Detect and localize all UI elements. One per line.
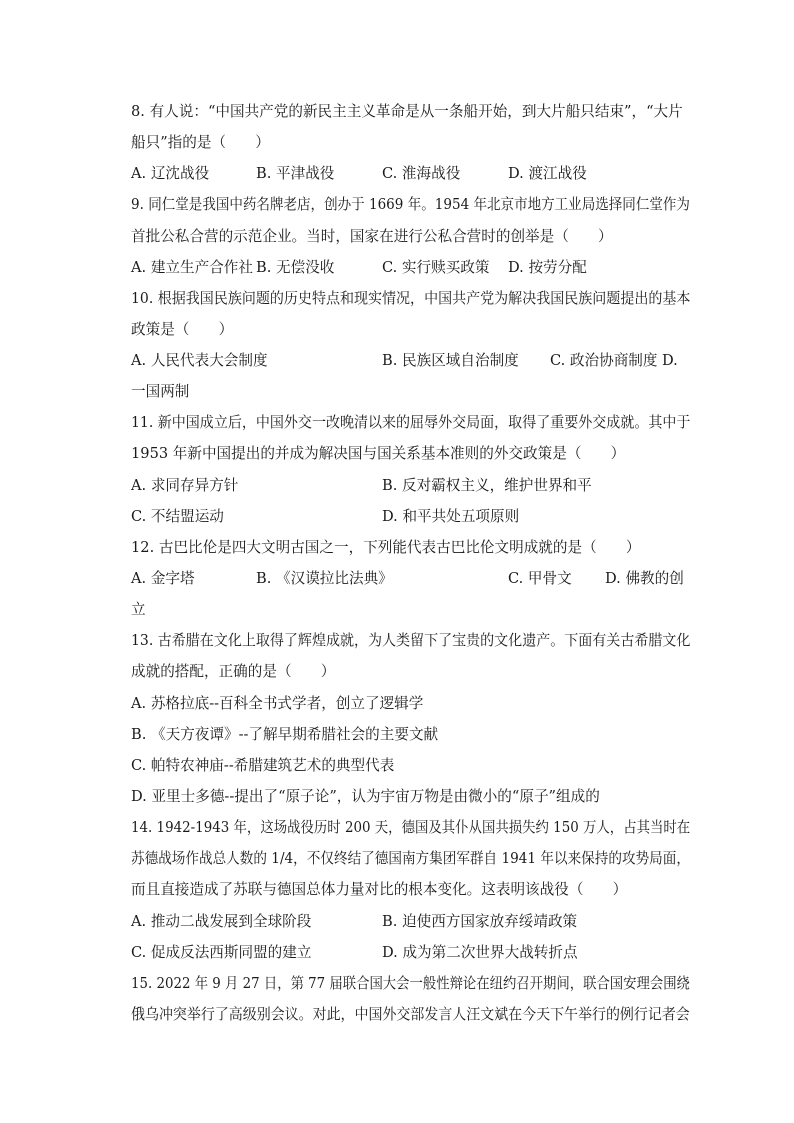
question-13-option-d: D. 亚里士多德--提出了“原子论”，认为宇宙万物是由微小的“原子”组成的 — [131, 788, 600, 805]
question-8-option-d: D. 渡江战役 — [508, 165, 587, 182]
question-9-line-1: 9. 同仁堂是我国中药名牌老店，创办于 1669 年。1954 年北京市地方工业局选择同仁堂作为 — [131, 196, 690, 213]
question-13-line-2: 成就的搭配，正确的是（ ） — [131, 663, 336, 680]
question-14-option-b: B. 迫使西方国家放弃绥靖政策 — [382, 913, 578, 930]
question-14-option-d: D. 成为第二次世界大战转折点 — [382, 944, 578, 961]
question-9-option-c: C. 实行赎买政策 — [382, 259, 490, 276]
question-8-option-c: C. 淮海战役 — [382, 165, 461, 182]
question-15-line-1: 15. 2022 年 9 月 27 日，第 77 届联合国大会一般性辩论在纽约召开期间，联合国安理会围绕 — [131, 975, 690, 992]
question-14-option-a: A. 推动二战发展到全球阶段 — [131, 913, 312, 930]
question-15-line-2: 俄乌冲突举行了高级别会议。对此，中国外交部发言人汪文斌在今天下午举行的例行记者会 — [131, 1006, 690, 1023]
question-12-option-c: C. 甲骨文 — [508, 570, 572, 587]
question-8-option-b: B. 平津战役 — [256, 165, 335, 182]
question-11-option-a: A. 求同存异方针 — [131, 477, 239, 494]
question-8-line-1: 8. 有人说：“中国共产党的新民主主义革命是从一条船开始，到大片船只结束”，“大片 — [131, 103, 683, 120]
question-10-line-2: 政策是（ ） — [131, 321, 234, 338]
question-10-option-b: B. 民族区域自治制度 — [382, 352, 519, 369]
question-13-line-1: 13. 古希腊在文化上取得了辉煌成就，为人类留下了宝贵的文化遗产。下面有关古希腊文化 — [131, 632, 691, 649]
question-13-option-a: A. 苏格拉底--百科全书式学者，创立了逻辑学 — [131, 695, 424, 712]
question-10-option-d-label: D. — [662, 352, 678, 369]
question-11-option-b: B. 反对霸权主义，维护世界和平 — [382, 477, 592, 494]
question-14-option-c: C. 促成反法西斯同盟的建立 — [131, 944, 312, 961]
question-10-option-d-text: 一国两制 — [131, 383, 190, 400]
question-14-line-2: 苏德战场作战总人数的 1/4，不仅终结了德国南方集团军群自 1941 年以来保持的攻势局面， — [131, 850, 690, 867]
question-10-option-a: A. 人民代表大会制度 — [131, 352, 268, 369]
question-9-line-2: 首批公私合营的示范企业。当时，国家在进行公私合营时的创举是（ ） — [131, 228, 613, 245]
question-12-option-d-cont: 立 — [131, 601, 146, 618]
question-11-option-d: D. 和平共处五项原则 — [382, 508, 520, 525]
question-12-option-b: B. 《汉谟拉比法典》 — [256, 570, 393, 587]
question-11-option-c: C. 不结盟运动 — [131, 508, 224, 525]
question-8-option-a: A. 辽沈战役 — [131, 165, 210, 182]
question-13-option-c: C. 帕特农神庙--希腊建筑艺术的典型代表 — [131, 757, 395, 774]
question-8-line-2: 船只”指的是（ ） — [131, 134, 270, 151]
question-9-option-b: B. 无偿没收 — [256, 259, 335, 276]
question-9-option-d: D. 按劳分配 — [508, 259, 587, 276]
question-12-option-a: A. 金字塔 — [131, 570, 195, 587]
question-10-line-1: 10. 根据我国民族问题的历史特点和现实情况，中国共产党为解决我国民族问题提出的基本 — [131, 290, 691, 307]
question-12-line-1: 12. 古巴比伦是四大文明古国之一，下列能代表古巴比伦文明成就的是（ ） — [131, 539, 641, 556]
question-11-line-1: 11. 新中国成立后，中国外交一改晚清以来的屈辱外交局面，取得了重要外交成就。其中于 — [131, 414, 691, 431]
question-14-line-1: 14. 1942-1943 年，这场战役历时 200 天，德国及其仆从国共损失约 150 万人，占其当时在 — [131, 819, 691, 836]
question-11-line-2: 1953 年新中国提出的并成为解决国与国关系基本准则的外交政策是（ ） — [131, 445, 626, 462]
question-14-line-3: 而且直接造成了苏联与德国总体力量对比的根本变化。这表明该战役（ ） — [131, 881, 628, 898]
question-10-option-c: C. 政治协商制度 — [550, 352, 658, 369]
question-9-option-a: A. 建立生产合作社 — [131, 259, 253, 276]
question-13-option-b: B. 《天方夜谭》--了解早期希腊社会的主要文献 — [131, 726, 439, 743]
question-12-option-d: D. 佛教的创 — [605, 570, 684, 587]
